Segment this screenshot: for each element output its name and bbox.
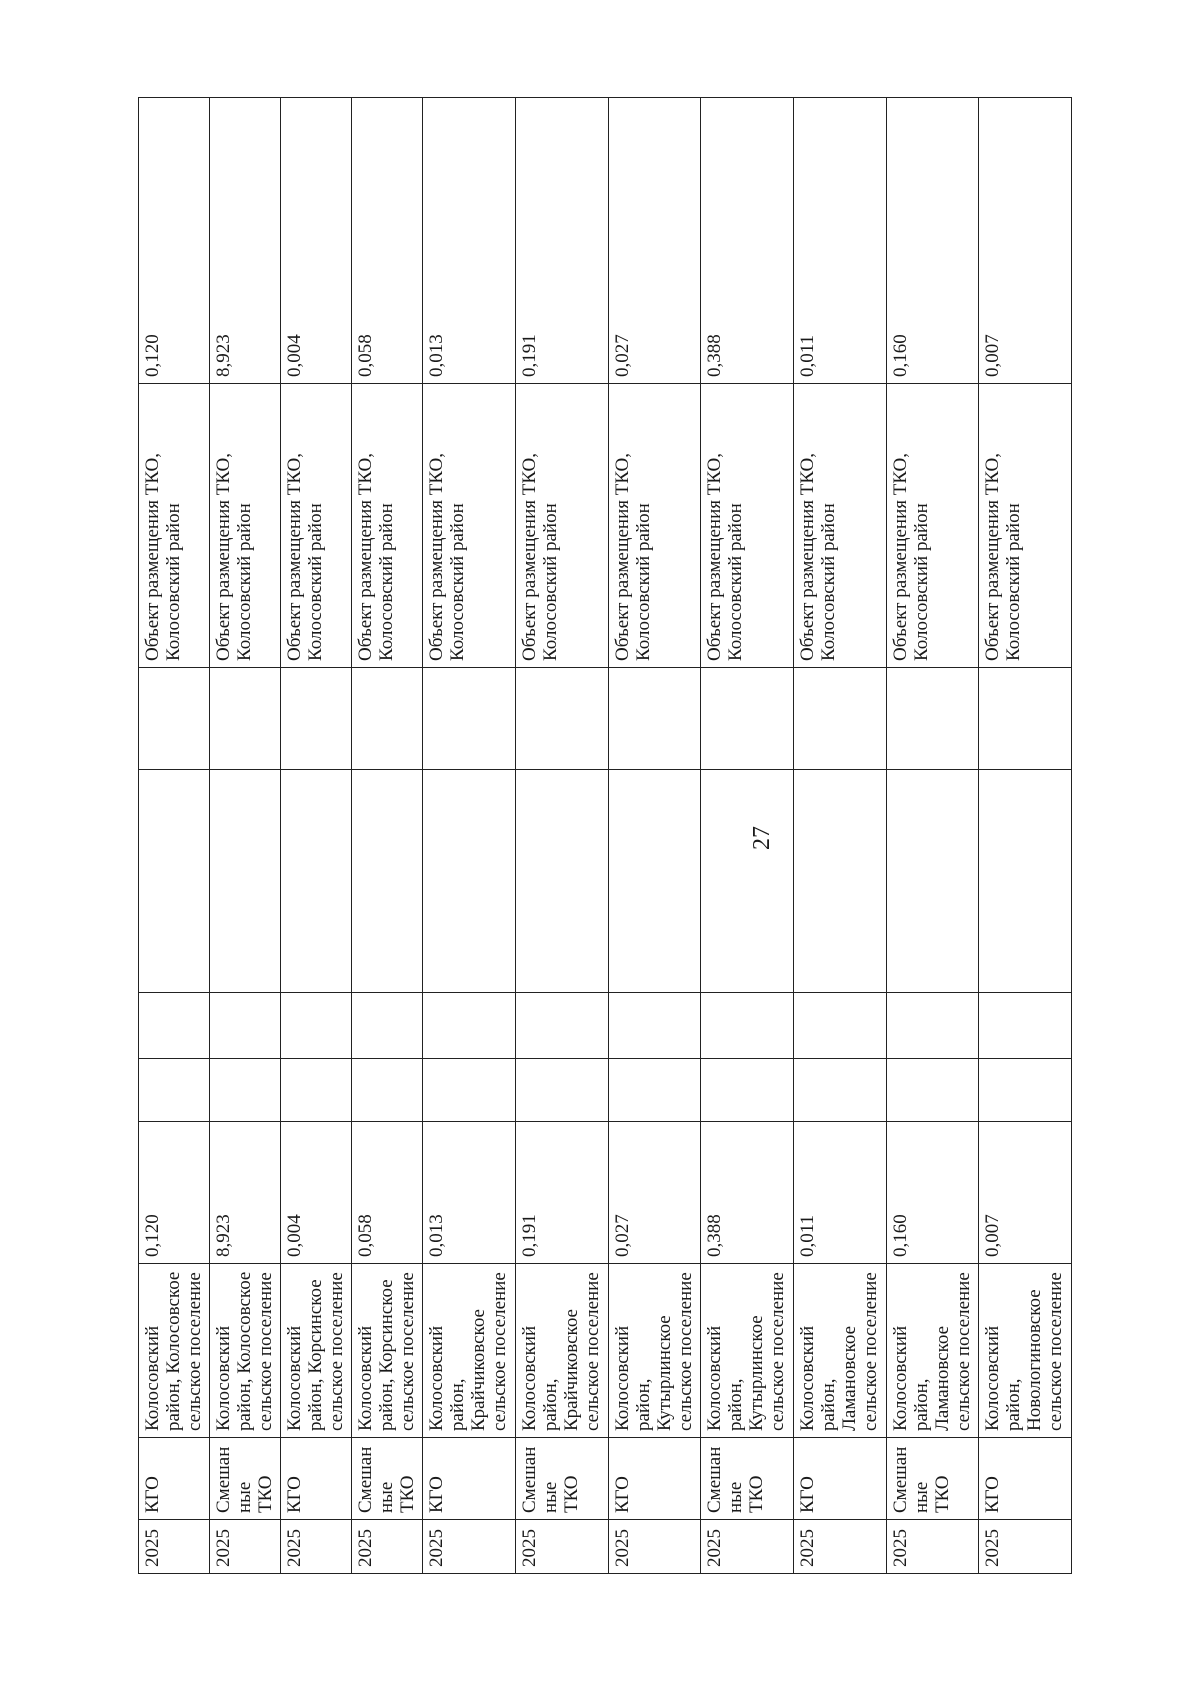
location-cell [515, 1264, 608, 1438]
empty-cell [281, 993, 352, 1059]
table-row [352, 98, 423, 1574]
table-row [979, 98, 1072, 1574]
table-row [139, 98, 210, 1574]
amount-text: 0,058 [355, 1214, 377, 1257]
year-text: 2025 [611, 1529, 633, 1567]
year-text: 2025 [889, 1529, 911, 1567]
year-text: 2025 [796, 1529, 818, 1567]
location-text: Колосовский район, Крайчиковское сельское поселение [518, 1272, 603, 1431]
location-cell [701, 1264, 794, 1438]
location-cell [423, 1264, 516, 1438]
facility-amount-cell [281, 98, 352, 384]
empty-cell [886, 993, 979, 1059]
amount-cell [701, 1122, 794, 1264]
waste-type-cell [886, 1438, 979, 1520]
empty-cell [793, 1059, 886, 1122]
facility-cell [886, 384, 979, 668]
empty-cell [701, 770, 794, 993]
table-row [608, 98, 701, 1574]
facility-amount-cell [608, 98, 701, 384]
empty-cell [515, 993, 608, 1059]
location-cell [793, 1264, 886, 1438]
facility-amount-cell [979, 98, 1072, 384]
facility-amount-text: 0,191 [518, 334, 540, 377]
facility-amount-text: 0,120 [142, 334, 163, 377]
empty-cell [608, 770, 701, 993]
amount-text: 0,013 [426, 1214, 448, 1257]
facility-text: Объект размещения ТКО, Колосовский район [142, 453, 184, 661]
table-row [423, 98, 516, 1574]
empty-cell [210, 993, 281, 1059]
empty-cell [608, 993, 701, 1059]
waste-type-text: Смешанные ТКО [355, 1446, 419, 1513]
empty-cell [701, 668, 794, 770]
amount-cell [210, 1122, 281, 1264]
year-text: 2025 [426, 1529, 448, 1567]
facility-text: Объект размещения ТКО, Колосовский район [355, 453, 398, 661]
amount-cell [979, 1122, 1072, 1264]
waste-type-text: КГО [982, 1476, 1004, 1513]
location-text: Колосовский район, Ламановское сельское поселение [796, 1272, 881, 1431]
waste-type-text: КГО [284, 1476, 306, 1513]
empty-cell [515, 668, 608, 770]
empty-cell [979, 770, 1072, 993]
facility-text: Объект размещения ТКО, Колосовский район [982, 453, 1025, 661]
waste-type-text: Смешанные ТКО [213, 1446, 277, 1513]
waste-type-cell [210, 1438, 281, 1520]
year-text: 2025 [982, 1529, 1004, 1567]
amount-cell [352, 1122, 423, 1264]
empty-cell [515, 770, 608, 993]
facility-cell [515, 384, 608, 668]
waste-type-cell [793, 1438, 886, 1520]
year-text: 2025 [284, 1529, 306, 1567]
location-cell [608, 1264, 701, 1438]
year-cell [979, 1520, 1072, 1574]
year-text: 2025 [213, 1529, 235, 1567]
amount-text: 0,011 [796, 1214, 818, 1257]
facility-cell [701, 384, 794, 668]
facility-cell [793, 384, 886, 668]
facility-cell [423, 384, 516, 668]
year-cell [701, 1520, 794, 1574]
facility-text: Объект размещения ТКО, Колосовский район [284, 453, 327, 661]
empty-cell [423, 1059, 516, 1122]
location-text: Колосовский район, Корсинское сельское поселение [355, 1272, 419, 1431]
facility-cell [608, 384, 701, 668]
waste-type-text: Смешанные ТКО [518, 1446, 582, 1513]
empty-cell [210, 668, 281, 770]
empty-cell [979, 1059, 1072, 1122]
year-cell [281, 1520, 352, 1574]
year-text: 2025 [518, 1529, 540, 1567]
empty-cell [281, 1059, 352, 1122]
year-cell [352, 1520, 423, 1574]
empty-cell [139, 668, 210, 770]
table-row [210, 98, 281, 1574]
location-text: Колосовский район, Ламановское сельское поселение [889, 1272, 974, 1431]
amount-text: 0,007 [982, 1214, 1004, 1257]
location-cell [979, 1264, 1072, 1438]
facility-cell [139, 384, 210, 668]
empty-cell [139, 770, 210, 993]
year-cell [210, 1520, 281, 1574]
empty-cell [608, 668, 701, 770]
facility-cell [281, 384, 352, 668]
amount-text: 0,388 [704, 1214, 726, 1257]
facility-amount-text: 0,027 [611, 334, 633, 377]
facility-cell [210, 384, 281, 668]
waste-type-cell [608, 1438, 701, 1520]
location-text: Колосовский район, Новологиновское сельское поселение [982, 1272, 1067, 1431]
empty-cell [281, 668, 352, 770]
facility-amount-cell [352, 98, 423, 384]
facility-amount-text: 0,160 [889, 334, 911, 377]
location-text: Колосовский район, Кутырлинское сельское поселение [704, 1272, 789, 1431]
year-cell [515, 1520, 608, 1574]
facility-text: Объект размещения ТКО, Колосовский район [611, 453, 654, 661]
empty-cell [793, 770, 886, 993]
location-cell [352, 1264, 423, 1438]
facility-amount-cell [701, 98, 794, 384]
year-text: 2025 [142, 1529, 163, 1567]
location-text: Колосовский район, Колосовское сельское поселение [213, 1271, 277, 1431]
facility-text: Объект размещения ТКО, Колосовский район [518, 453, 561, 661]
amount-text: 0,160 [889, 1214, 911, 1257]
location-cell [210, 1264, 281, 1438]
empty-cell [979, 668, 1072, 770]
empty-cell [793, 668, 886, 770]
waste-type-cell [515, 1438, 608, 1520]
empty-cell [139, 1059, 210, 1122]
empty-cell [423, 993, 516, 1059]
facility-amount-cell [886, 98, 979, 384]
year-text: 2025 [704, 1529, 726, 1567]
waste-type-cell [979, 1438, 1072, 1520]
page-number: 27 [749, 826, 775, 850]
empty-cell [886, 770, 979, 993]
facility-text: Объект размещения ТКО, Колосовский район [796, 453, 839, 661]
facility-text: Объект размещения ТКО, Колосовский район [213, 453, 256, 661]
amount-text: 0,004 [284, 1214, 306, 1257]
facility-amount-text: 8,923 [213, 334, 235, 377]
waste-type-cell [139, 1438, 210, 1520]
table-row [793, 98, 886, 1574]
facility-amount-cell [515, 98, 608, 384]
amount-text: 0,191 [518, 1214, 540, 1257]
facility-amount-text: 0,007 [982, 334, 1004, 377]
waste-type-text: Смешанные ТКО [704, 1446, 768, 1513]
waste-type-text: Смешанные ТКО [889, 1446, 953, 1513]
location-cell [281, 1264, 352, 1438]
empty-cell [701, 993, 794, 1059]
waste-type-cell [352, 1438, 423, 1520]
empty-cell [210, 1059, 281, 1122]
facility-amount-cell [210, 98, 281, 384]
location-text: Колосовский район, Кутырлинское сельское поселение [611, 1272, 696, 1431]
year-cell [423, 1520, 516, 1574]
empty-cell [423, 668, 516, 770]
waste-type-cell [281, 1438, 352, 1520]
waste-type-text: КГО [426, 1476, 448, 1513]
empty-cell [886, 668, 979, 770]
waste-type-cell [423, 1438, 516, 1520]
empty-cell [281, 770, 352, 993]
amount-cell [281, 1122, 352, 1264]
amount-cell [886, 1122, 979, 1264]
facility-amount-text: 0,004 [284, 334, 306, 377]
empty-cell [701, 1059, 794, 1122]
facility-amount-cell [793, 98, 886, 384]
empty-cell [352, 770, 423, 993]
location-text: Колосовский район, Колосовское сельское поселение [142, 1271, 205, 1431]
table-row [701, 98, 794, 1574]
amount-text: 0,027 [611, 1214, 633, 1257]
facility-amount-text: 0,011 [796, 334, 818, 377]
empty-cell [423, 770, 516, 993]
table-row [281, 98, 352, 1574]
empty-cell [139, 993, 210, 1059]
table-row [515, 98, 608, 1574]
year-cell [886, 1520, 979, 1574]
facility-amount-cell [423, 98, 516, 384]
location-cell [139, 1264, 210, 1438]
amount-cell [793, 1122, 886, 1264]
waste-type-text: КГО [796, 1476, 818, 1513]
amount-cell [608, 1122, 701, 1264]
empty-cell [210, 770, 281, 993]
empty-cell [352, 668, 423, 770]
rotated-table-container [138, 98, 1072, 1574]
location-text: Колосовский район, Корсинское сельское поселение [284, 1272, 348, 1431]
empty-cell [886, 1059, 979, 1122]
amount-text: 0,120 [142, 1214, 163, 1257]
facility-amount-text: 0,058 [355, 334, 377, 377]
year-cell [608, 1520, 701, 1574]
facility-cell [979, 384, 1072, 668]
empty-cell [979, 993, 1072, 1059]
facility-amount-text: 0,013 [426, 334, 448, 377]
empty-cell [515, 1059, 608, 1122]
year-text: 2025 [355, 1529, 377, 1567]
empty-cell [352, 993, 423, 1059]
empty-cell [608, 1059, 701, 1122]
facility-amount-cell [139, 98, 210, 384]
facility-text: Объект размещения ТКО, Колосовский район [426, 453, 469, 661]
year-cell [139, 1520, 210, 1574]
empty-cell [793, 993, 886, 1059]
year-cell [793, 1520, 886, 1574]
amount-cell [515, 1122, 608, 1264]
location-cell [886, 1264, 979, 1438]
amount-text: 8,923 [213, 1214, 235, 1257]
amount-cell [139, 1122, 210, 1264]
waste-type-cell [701, 1438, 794, 1520]
table-row [886, 98, 979, 1574]
waste-type-text: КГО [142, 1476, 163, 1513]
location-text: Колосовский район, Крайчиковское сельское поселение [426, 1272, 511, 1431]
facility-text: Объект размещения ТКО, Колосовский район [704, 453, 747, 661]
waste-type-text: КГО [611, 1476, 633, 1513]
facility-amount-text: 0,388 [704, 334, 726, 377]
amount-cell [423, 1122, 516, 1264]
facility-text: Объект размещения ТКО, Колосовский район [889, 453, 932, 661]
empty-cell [352, 1059, 423, 1122]
facility-cell [352, 384, 423, 668]
waste-flow-table [138, 97, 1072, 1574]
